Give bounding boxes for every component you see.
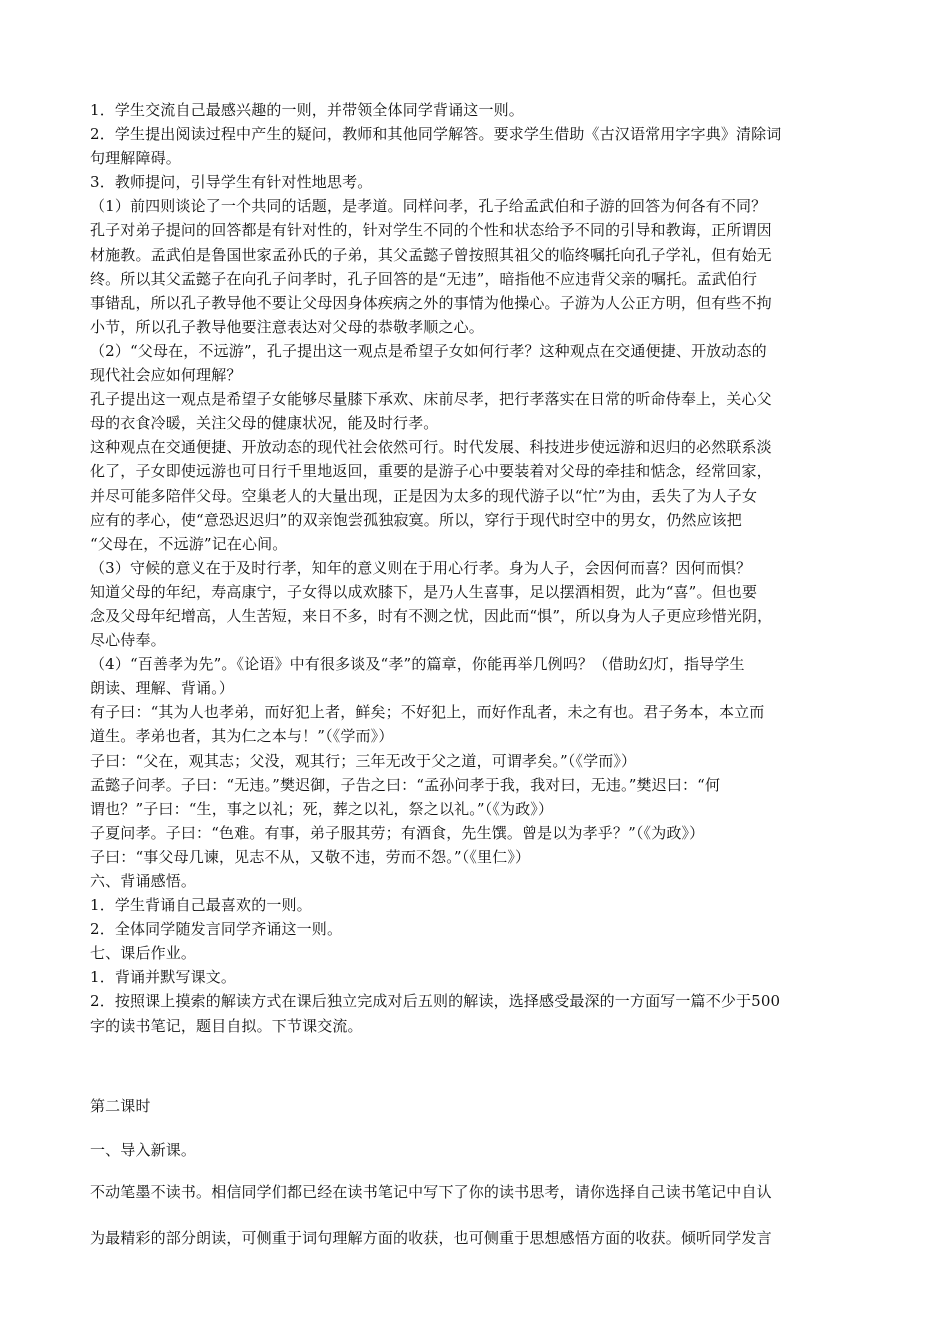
text-line: 现代社会应如何理解？ (90, 366, 242, 385)
text-line: 化了，子女即使远游也可日行千里地返回，重要的是游子心中要装着对父母的牵挂和惦念，经常回家， (90, 462, 772, 481)
text-line: 知道父母的年纪，寿高康宁，子女得以成欢膝下，是乃人生喜事，足以摆酒相贺，此为“喜”。但也要 (90, 582, 758, 601)
text-line: 1．学生交流自己最感兴趣的一则，并带领全体同学背诵这一则。 (90, 101, 524, 119)
text-line: “父母在，不远游”记在心间。 (90, 534, 288, 553)
text-line: 不动笔墨不读书。相信同学们都已经在读书笔记中写下了你的读书思考，请你选择自己读书笔记中自认 (90, 1183, 772, 1201)
lesson-title: 第二课时 (90, 1097, 151, 1115)
text-line: 子曰：“父在，观其志；父没，观其行；三年无改于父之道，可谓孝矣。”（《学而》） (90, 751, 637, 770)
text-line: 材施教。孟武伯是鲁国世家孟孙氏的子弟，其父孟懿子曾按照其祖父的临终嘱托向孔子学礼，但有始无 (90, 245, 772, 264)
text-line: 孟懿子问孝。子曰：“无违。”樊迟御，子告之曰：“孟孙问孝于我，我对曰，无违。”樊迟曰：“何 (90, 775, 721, 794)
text-line: 句理解障碍。 (90, 149, 181, 168)
text-line: 子曰：“事父母几谏，见志不从，又敬不违，劳而不怨。”（《里仁》） (90, 847, 531, 866)
section-heading: 六、背诵感悟。 (90, 872, 197, 890)
text-line: 事错乱，所以孔子教导他不要让父母因身体疾病之外的事情为他操心。子游为人公正方明，但有些不拘 (90, 293, 772, 312)
text-line: 孔子提出这一观点是希望子女能够尽量膝下承欢、床前尽孝，把行孝落实在日常的听命侍奉上，关心父 (90, 390, 772, 409)
section-heading: 一、导入新课。 (90, 1141, 197, 1159)
text-line: （2）“父母在，不远游”，孔子提出这一观点是希望子女如何行孝？这种观点在交通便捷、开放动态的 (90, 341, 767, 360)
text-line: 道生。孝弟也者，其为仁之本与！”（《学而》） (90, 727, 394, 746)
text-line: 应有的孝心，使“意恐迟迟归”的双亲饱尝孤独寂寞。所以，穿行于现代时空中的男女，仍然应该把 (90, 510, 742, 529)
text-line: （1）前四则谈论了一个共同的话题，是孝道。同样问孝，孔子给孟武伯和子游的回答为何各有不同？ (90, 197, 767, 216)
text-line: 朗读、理解、背诵。） (90, 679, 235, 698)
text-line: 小节，所以孔子教导他要注意表达对父母的恭敬孝顺之心。 (90, 317, 484, 336)
text-line: （3）守候的意义在于及时行孝，知年的意义则在于用心行孝。身为人子，会因何而喜？因何而惧？ (90, 558, 752, 577)
text-line: 2．学生提出阅读过程中产生的疑问，教师和其他同学解答。要求学生借助《古汉语常用字字典》清除词 (90, 125, 782, 144)
text-line: 母的衣食冷暖，关注父母的健康状况，能及时行孝。 (90, 414, 439, 433)
text-line: 念及父母年纪增高，人生苦短，来日不多，时有不测之忧，因此而“惧”，所以身为人子更应珍惜光阴， (90, 606, 773, 625)
text-line: 2．按照课上摸索的解读方式在课后独立完成对后五则的解读，选择感受最深的一方面写一篇不少于500 (90, 992, 781, 1011)
text-line: 终。所以其父孟懿子在向孔子问孝时，孔子回答的是“无违”，暗指他不应违背父亲的嘱托。孟武伯行 (90, 269, 758, 288)
text-line: 字的读书笔记，题目自拟。下节课交流。 (90, 1016, 363, 1035)
text-line: （4）“百善孝为先”。《论语》中有很多谈及“孝”的篇章，你能再举几例吗？（借助幻灯，指导学生 (90, 655, 745, 674)
text-line: 有子曰：“其为人也孝弟，而好犯上者，鲜矣；不好犯上，而好作乱者，未之有也。君子务本，本立而 (90, 703, 765, 722)
text-line: 1．学生背诵自己最喜欢的一则。 (90, 896, 312, 915)
text-line: 谓也？”子曰：“生，事之以礼；死，葬之以礼，祭之以礼。”（《为政》） (90, 799, 554, 818)
second-lesson-section (90, 1094, 870, 1250)
text-line: 这种观点在交通便捷、开放动态的现代社会依然可行。时代发展、科技进步使远游和迟归的必然联系淡 (90, 438, 772, 457)
text-line: 2．全体同学随发言同学齐诵这一则。 (90, 920, 343, 939)
text-line: 3．教师提问，引导学生有针对性地思考。 (90, 173, 373, 192)
lesson-body (90, 98, 860, 1038)
text-line: 子夏问孝。子曰：“色难。有事，弟子服其劳；有酒食，先生馔。曾是以为孝乎？”（《为政》） (90, 823, 705, 842)
text-line: 孔子对弟子提问的回答都是有针对性的，针对学生不同的个性和状态给予不同的引导和教诲，正所谓因 (90, 221, 772, 240)
text-line: 1．背诵并默写课文。 (90, 968, 237, 987)
text-line: 尽心侍奉。 (90, 631, 166, 650)
text-line: 为最精彩的部分朗读，可侧重于词句理解方面的收获，也可侧重于思想感悟方面的收获。倾听同学发言 (90, 1229, 772, 1247)
text-line: 并尽可能多陪伴父母。空巢老人的大量出现，正是因为太多的现代游子以“忙”为由，丢失了为人子女 (90, 486, 758, 505)
section-heading: 七、课后作业。 (90, 944, 197, 963)
